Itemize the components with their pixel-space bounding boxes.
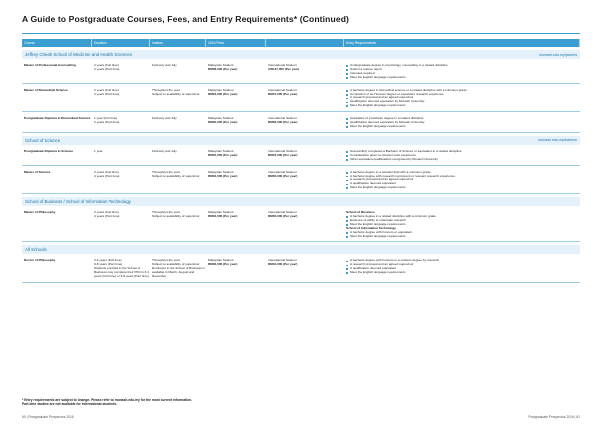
requirements-cell xyxy=(344,64,580,80)
table-row xyxy=(22,112,580,133)
requirement-item: Meet the English language requirements xyxy=(346,271,580,275)
intakes-line: Subject to availability of supervisor xyxy=(152,91,200,96)
intakes-line: February and July xyxy=(152,148,177,153)
header-fees-2 xyxy=(266,39,344,47)
course-name: Doctor of Philosophy xyxy=(24,258,56,263)
section-header xyxy=(22,245,580,254)
fees_local-line: RM30,000 (Per year) xyxy=(208,120,238,125)
requirements-cell xyxy=(344,259,580,279)
intakes-line: Throughout the year xyxy=(152,210,180,215)
duration-line: 3-4 years (Full time) xyxy=(94,258,122,263)
duration-line: 4 years (Part time) xyxy=(94,214,120,219)
section-header xyxy=(22,136,580,145)
requirements-list xyxy=(346,64,580,80)
requirement-item: Qualification deemed equivalent by Monash University xyxy=(346,121,580,125)
requirement-heading: School of Business xyxy=(346,210,375,215)
fees-intl-cell xyxy=(266,150,344,162)
requirement-item: A bachelor degree with honours or a masters degree by research xyxy=(346,259,580,263)
header-duration: Duration xyxy=(92,39,150,47)
header-course: Course xyxy=(22,39,92,47)
duration-line: 2 years (Full time) xyxy=(94,210,119,215)
footnote xyxy=(22,398,192,406)
intakes-cell xyxy=(150,171,206,191)
requirements-list xyxy=(346,117,580,129)
fees-intl-cell xyxy=(266,211,344,238)
fees_local-line: RM34,000 (Per year) xyxy=(208,173,238,178)
requirement-item: A bachelor degree in a related discipline with a minimum grade xyxy=(346,215,580,219)
course-name: Master of Biomedical Science xyxy=(24,87,68,92)
fees_local-line: Malaysian Student xyxy=(208,116,234,121)
section-header xyxy=(22,197,580,206)
intakes-cell xyxy=(150,259,206,279)
fees_intl-line: International Student xyxy=(268,63,297,67)
fees_intl-line: RM40,000 (Per year) xyxy=(268,173,298,178)
fees_intl-line: USD17,000 (Per year) xyxy=(268,66,300,71)
fees-local-cell xyxy=(206,211,266,238)
fees_local-line: Malaysian Student xyxy=(208,258,234,263)
table-row xyxy=(22,254,580,283)
table-body xyxy=(22,50,580,283)
requirement-item: Meet the English language requirements xyxy=(346,125,580,129)
section-title: School of Business / School of Information Technology xyxy=(25,199,131,205)
fees_intl-line: RM40,000 (Per year) xyxy=(268,152,298,157)
fees_local-line: RM34,000 (Per year) xyxy=(208,91,238,96)
requirement-item: Qualification deemed equivalent by Monash University xyxy=(346,100,580,104)
fees_local-line: RM34,000 (Per year) xyxy=(208,214,238,219)
duration-cell xyxy=(92,117,150,129)
duration-line: 2 years (Part time) xyxy=(94,120,120,125)
requirement-item: Other equivalent qualifications recognised by Monash University xyxy=(346,158,580,162)
course-name: Postgraduate Diploma in Science xyxy=(24,148,73,153)
requirement-item: Submit a referee report xyxy=(346,68,580,72)
intakes-line: Subject to availability of supervisor xyxy=(152,214,200,219)
fees-intl-cell xyxy=(266,171,344,191)
duration-line: 4 years (Part time) xyxy=(94,66,120,71)
fees_intl-line: International Student xyxy=(268,169,297,174)
duration-cell xyxy=(92,64,150,80)
fees_intl-line: International Student xyxy=(268,258,297,263)
requirement-item: Consideration given to relevant work experience xyxy=(346,154,580,158)
requirements-cell xyxy=(344,171,580,191)
fees-local-cell xyxy=(206,64,266,80)
requirement-heading: School of Information Technology xyxy=(346,225,396,230)
requirements-list xyxy=(346,211,580,238)
table-header xyxy=(22,39,580,47)
table-row xyxy=(22,84,580,113)
requirement-item: A bachelor degree with honours or equivalent xyxy=(346,231,580,235)
intakes-line: Throughout the year xyxy=(152,258,180,263)
requirement-item: Meet the English language requirements xyxy=(346,223,580,227)
duration-cell xyxy=(92,211,150,238)
requirement-item: A research proposal and an agreed supervisor xyxy=(346,263,580,267)
requirement-item: Interview required xyxy=(346,72,580,76)
requirements-list xyxy=(346,150,580,162)
duration-line: 2 years (Full time) xyxy=(94,169,119,174)
requirements-list xyxy=(346,259,580,275)
duration-line: 1 year xyxy=(94,148,103,153)
intakes-line: February and July xyxy=(152,116,177,121)
requirements-cell xyxy=(344,211,580,238)
fees-local-cell xyxy=(206,171,266,191)
title-rule xyxy=(22,33,580,34)
intakes-line: Subject to availability of supervisor xyxy=(152,173,200,178)
fees_local-line: Malaysian Student xyxy=(208,210,234,215)
requirement-item: Undergraduate degree in psychology, counselling or a related discipline xyxy=(346,64,580,68)
requirements-list xyxy=(346,171,580,191)
fees_local-line: Malaysian Student xyxy=(208,169,234,174)
fees-local-cell xyxy=(206,117,266,129)
fees_intl-line: International Student xyxy=(268,87,297,92)
footnote-line: * Entry requirements are subject to change. Please refer to monash.edu.my for the most current information. xyxy=(22,398,193,402)
intakes-cell xyxy=(150,150,206,162)
fees_local-line: RM36,000 (Per year) xyxy=(208,262,238,267)
fees-local-cell xyxy=(206,150,266,162)
duration-line: 6-8 years (Part time) xyxy=(94,262,123,267)
requirement-item: Meet the English language requirements xyxy=(346,104,580,108)
header-fees: 2016 Fees xyxy=(206,39,266,47)
fees_intl-line: RM41,000 (Per year) xyxy=(268,91,298,96)
intakes-line: Enrolment in the School of Business is available in March, August and November xyxy=(152,266,205,279)
fees_intl-line: RM40,000 (Per year) xyxy=(268,214,298,219)
duration-line: 2 years (Full time) xyxy=(94,87,119,92)
requirements-cell xyxy=(344,89,580,109)
page-number-right: Postgraduate Prospectus 2016 | 61 xyxy=(528,415,580,419)
requirement-item: Successfully completed a Bachelor of Science or equivalent in a related discipline xyxy=(346,150,580,154)
requirement-item: Completion of an Honours degree or equivalent research experience xyxy=(346,93,580,97)
intakes-cell xyxy=(150,211,206,238)
requirements-cell xyxy=(344,117,580,129)
requirement-item: Meet the English language requirements xyxy=(346,186,580,190)
table-row xyxy=(22,206,580,242)
requirement-item: Meet the English language requirements xyxy=(346,235,580,239)
intakes-line: Subject to availability of supervisor xyxy=(152,262,200,267)
requirement-item: A qualification deemed equivalent xyxy=(346,182,580,186)
section-header xyxy=(22,50,580,59)
requirement-item: Meet the English language requirements xyxy=(346,76,580,80)
requirement-item: Evidence of ability to undertake research xyxy=(346,219,580,223)
section-title: Jeffrey Cheah School of Medicine and Health Sciences xyxy=(25,52,133,57)
section-url[interactable]: monash.edu.my/science xyxy=(538,138,577,143)
duration-line: 2 years (Full time) xyxy=(94,63,119,67)
duration-cell xyxy=(92,171,150,191)
duration-cell xyxy=(92,259,150,279)
section-title: School of Science xyxy=(25,137,61,143)
table-row xyxy=(22,145,580,166)
course-name: Postgraduate Diploma in Biomedical Science xyxy=(24,116,91,121)
fees_local-line: RM34,000 (Per year) xyxy=(208,152,238,157)
duration-cell xyxy=(92,150,150,162)
duration-line: 4 years (Part time) xyxy=(94,173,120,178)
fees_local-line: Malaysian Student xyxy=(208,63,234,67)
intakes-line: February and July xyxy=(152,63,177,67)
duration-cell xyxy=(92,89,150,109)
duration-line: 1 year (Full time) xyxy=(94,116,118,121)
fees_local-line: RM48,000 (Per year) xyxy=(208,66,238,71)
fees_intl-line: International Student xyxy=(268,210,297,215)
table-row xyxy=(22,166,580,195)
intakes-line: Throughout the year xyxy=(152,169,180,174)
footnote-line: Part-time studies are not available for international students. xyxy=(22,402,118,407)
course-name: Master of Philosophy xyxy=(24,210,56,215)
fees-intl-cell xyxy=(266,117,344,129)
requirement-item: A bachelor degree in a relevant field with a minimum grade xyxy=(346,171,580,175)
requirement-item: A bachelor degree with research component or relevant research experience xyxy=(346,175,580,179)
requirement-item: A research proposal and an agreed supervisor xyxy=(346,178,580,182)
requirement-item: A research proposal and an agreed supervisor xyxy=(346,96,580,100)
requirement-item: Graduates of a bachelor degree in a related discipline xyxy=(346,117,580,121)
fees-local-cell xyxy=(206,89,266,109)
fees_intl-line: RM36,000 (Per year) xyxy=(268,120,298,125)
fees-intl-cell xyxy=(266,64,344,80)
header-requirements: Entry Requirements xyxy=(344,39,580,47)
intakes-cell xyxy=(150,64,206,80)
requirement-item: A bachelor degree in biomedical science or a related discipline with a minimum grade xyxy=(346,89,580,93)
course-name: Master of Professional Counselling xyxy=(24,63,76,67)
duration-line: Students enrolled in the School of Business may complete their PhD in 3-4 years (Full time) or 6-8 years (Part time) xyxy=(94,266,150,279)
fees-intl-cell xyxy=(266,259,344,279)
course-table xyxy=(22,39,580,283)
section-url[interactable]: monash.edu.my/jcsmhs xyxy=(539,52,577,57)
page-footer xyxy=(22,415,580,419)
fees_intl-line: International Student xyxy=(268,148,297,153)
page-number-left: 60 | Postgraduate Prospectus 2016 xyxy=(22,415,74,419)
fees-intl-cell xyxy=(266,89,344,109)
requirement-item: A qualification deemed equivalent xyxy=(346,267,580,271)
section-title: All Schools xyxy=(25,247,47,253)
fees_local-line: Malaysian Student xyxy=(208,87,234,92)
header-intakes: Intakes xyxy=(150,39,206,47)
fees_intl-line: RM42,000 (Per year) xyxy=(268,262,298,267)
requirements-cell xyxy=(344,150,580,162)
table-row xyxy=(22,59,580,84)
requirements-list xyxy=(346,89,580,109)
intakes-cell xyxy=(150,89,206,109)
course-name: Master of Science xyxy=(24,169,51,174)
page-title: A Guide to Postgraduate Courses, Fees, and Entry Requirements* (Continued) xyxy=(22,14,350,24)
fees_local-line: Malaysian Student xyxy=(208,148,234,153)
fees_intl-line: International Student xyxy=(268,116,297,121)
fees-local-cell xyxy=(206,259,266,279)
duration-line: 4 years (Part time) xyxy=(94,91,120,96)
intakes-cell xyxy=(150,117,206,129)
intakes-line: Throughout the year xyxy=(152,87,180,92)
